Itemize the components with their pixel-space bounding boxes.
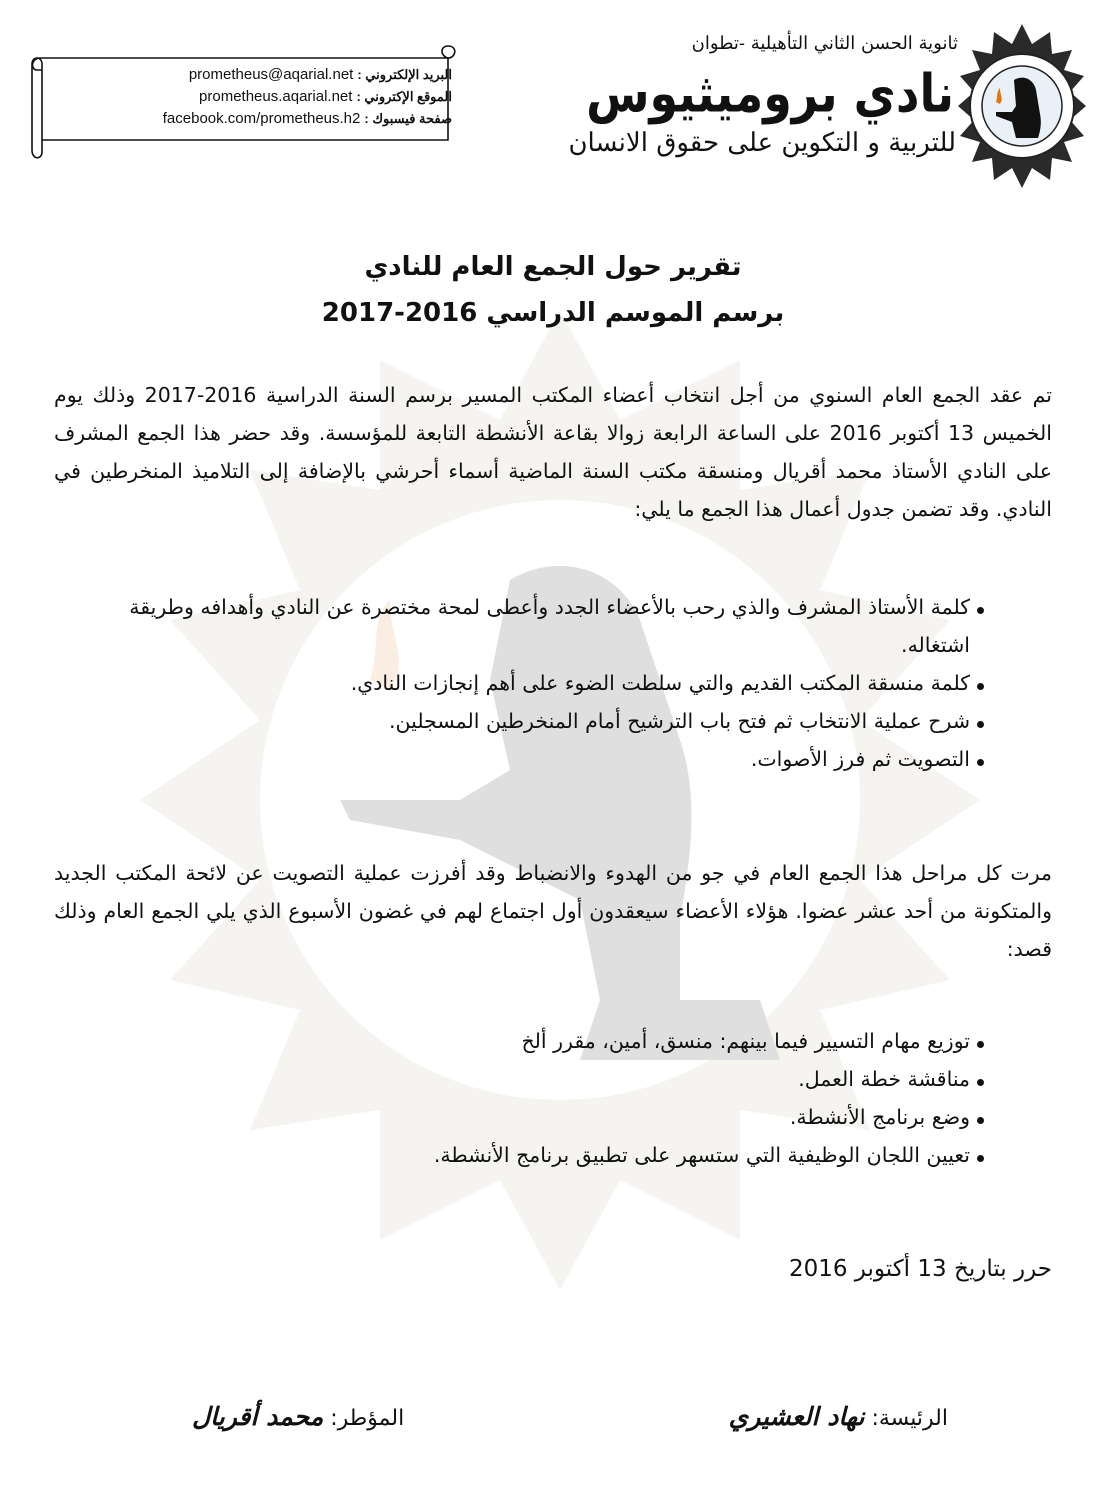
contact-scroll: [28, 44, 458, 152]
president-name: نهاد العشيري: [728, 1402, 865, 1431]
contact-email-value[interactable]: prometheus@aqarial.net: [188, 66, 354, 83]
list-item: مناقشة خطة العمل.: [54, 1060, 984, 1098]
contact-website: [62, 86, 452, 108]
list-item: توزيع مهام التسيير فيما بينهم: منسق، أمين، مقرر ألخ: [54, 1022, 984, 1060]
contact-email-label: البريد الإلكتروني :: [357, 67, 452, 82]
report-season: برسم الموسم الدراسي 2016-2017: [321, 298, 785, 328]
supervisor-name: محمد أقريال: [192, 1402, 324, 1431]
school-name: ثانوية الحسن الثاني التأهيلية -تطوان: [691, 33, 958, 54]
list-item: كلمة منسقة المكتب القديم والتي سلطت الضوء على أهم إنجازات النادي.: [54, 664, 984, 702]
goals-list: [54, 1022, 984, 1174]
list-item: تعيين اللجان الوظيفية التي ستسهر على تطبيق برنامج الأنشطة.: [54, 1136, 984, 1174]
agenda-list: [54, 588, 984, 778]
contact-website-value[interactable]: prometheus.aqarial.net: [199, 88, 353, 105]
president-label: الرئيسة:: [871, 1406, 948, 1431]
contact-lines: [62, 64, 452, 130]
list-item: التصويت ثم فرز الأصوات.: [54, 740, 984, 778]
supervisor-signature: [192, 1402, 404, 1431]
contact-facebook: [62, 108, 452, 130]
supervisor-label: المؤطر:: [330, 1406, 405, 1431]
list-item: كلمة الأستاذ المشرف والذي رحب بالأعضاء الجدد وأعطى لمحة مختصرة عن النادي وأهدافه وطريقة اشتغاله.: [54, 588, 984, 664]
intro-paragraph: تم عقد الجمع العام السنوي من أجل انتخاب أعضاء المكتب المسير برسم السنة الدراسية 2016-2017 وذلك يوم الخميس 13 أكتوبر 2016 على الساعة الرابعة زوالا بقاعة الأنشطة التابعة للمؤسسة. وقد حضر هذا الجمع المشرف على النادي الأستاذ محمد أقريال ومنسقة مكتب السنة الماضية أسماء أحرشي بالإضافة إلى التلاميذ المنخرطين في النادي. وقد تضمن جدول أعمال هذا الجمع ما يلي:: [54, 383, 1052, 521]
contact-website-label: الموقع الإكتروني :: [356, 89, 452, 104]
list-item: وضع برنامج الأنشطة.: [54, 1098, 984, 1136]
president-signature: [729, 1402, 948, 1431]
contact-email: [62, 64, 452, 86]
club-name: نادي بروميثيوس: [586, 62, 954, 125]
contact-facebook-value[interactable]: facebook.com/prometheus.h2: [162, 110, 361, 127]
signed-date: حرر بتاريخ 13 أكتوبر 2016: [788, 1256, 1052, 1282]
contact-facebook-label: صفحة فيسبوك :: [364, 111, 452, 126]
report-title: تقرير حول الجمع العام للنادي: [364, 252, 742, 282]
outcome-paragraph: مرت كل مراحل هذا الجمع العام في جو من الهدوء والانضباط وقد أفرزت عملية التصويت عن لائحة المكتب الجديد والمتكونة من أحد عشر عضوا. هؤلاء الأعضاء سيعقدون أول اجتماع لهم في غضون الأسبوع الذي يلي الجمع العام وذلك قصد:: [54, 861, 1052, 961]
list-item: شرح عملية الانتخاب ثم فتح باب الترشيح أمام المنخرطين المسجلين.: [54, 702, 984, 740]
club-subtitle: للتربية و التكوين على حقوق الانسان: [568, 128, 956, 158]
prometheus-seal-icon: [952, 14, 1092, 198]
